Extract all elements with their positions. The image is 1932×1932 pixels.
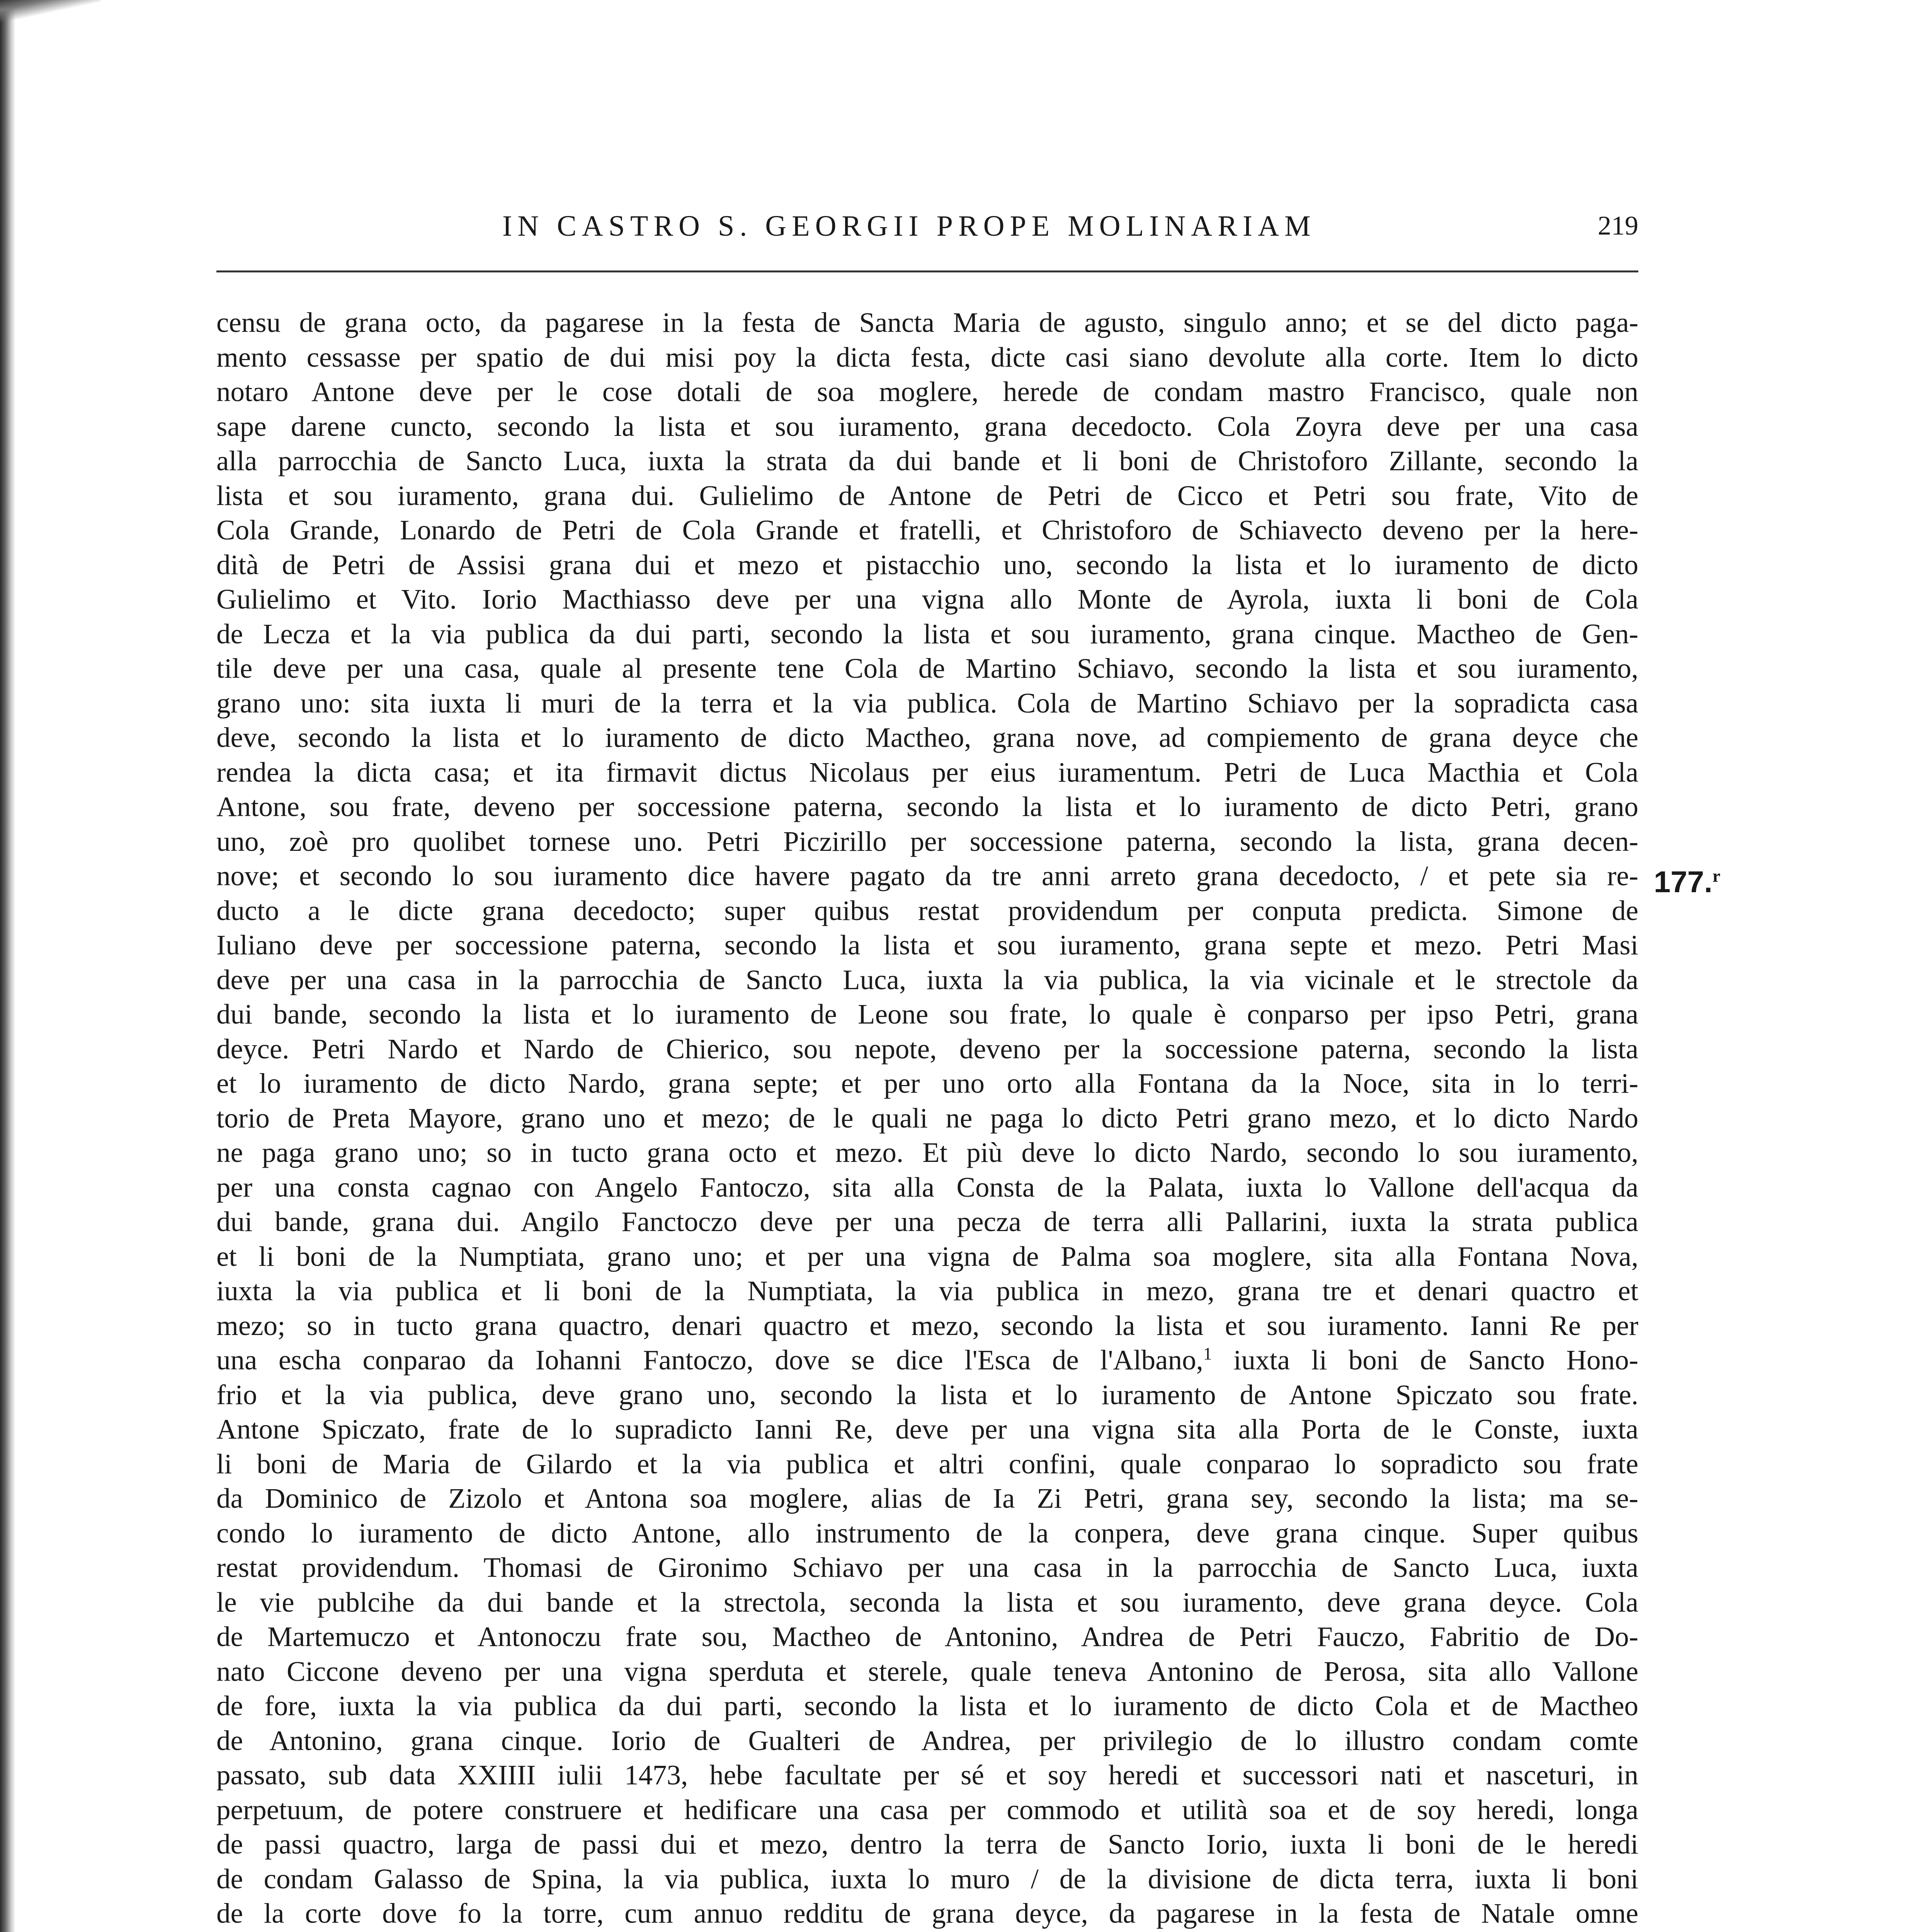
text-line: sape darene cuncto, secondo la lista et sou iuramento, grana decedocto. Cola Zoyra deve per una casa: [216, 410, 1638, 442]
text-line: et li boni de la Numptiata, grano uno; et per una vigna de Palma soa moglere, sita alla Fontana Nova,: [216, 1240, 1638, 1272]
text-line: Antone, sou frate, deveno per soccessione paterna, secondo la lista et lo iuramento de dicto Petri, grano: [216, 791, 1638, 822]
text-line: Iuliano deve per soccessione paterna, secondo la lista et sou iuramento, grana septe et mezo. Petri Masi: [216, 929, 1638, 961]
text-line: [216, 1931, 1638, 1932]
body-text: [216, 305, 1638, 1932]
text-line: ducto a le dicte grana decedocto; super quibus restat providendum per conputa predicta. Simone de: [216, 895, 1638, 926]
text-line: Cola Grande, Lonardo de Petri de Cola Grande et fratelli, et Christoforo de Schiavecto deveno per la here-: [216, 514, 1638, 546]
text-line: passato, sub data XXIIII iulii 1473, hebe facultate per sé et soy heredi et successori nati et nasceturi, in: [216, 1759, 1638, 1791]
text-line: dui bande, grana dui. Angilo Fanctoczo deve per una pecza de terra alli Pallarini, iuxta la strata publica: [216, 1206, 1638, 1237]
text-line: nove; et secondo lo sou iuramento dice havere pagato da tre anni arreto grana decedocto, / et pete sia re-: [216, 860, 1638, 891]
running-head: [216, 205, 1638, 247]
text-line: alla parrocchia de Sancto Luca, iuxta la strata da dui bande et li boni de Christoforo Zillante, secondo la: [216, 445, 1638, 476]
text-line: lista et sou iuramento, grana dui. Gulielimo de Antone de Petri de Cicco et Petri sou frate, Vito de: [216, 480, 1638, 511]
text-line: frio et la via publica, deve grano uno, secondo la lista et lo iuramento de Antone Spiczato sou frate.: [216, 1379, 1638, 1410]
text-line: Gulielimo et Vito. Iorio Macthiasso deve per una vigna allo Monte de Ayrola, iuxta li boni de Cola: [216, 583, 1638, 615]
text-line: deve, secondo la lista et lo iuramento de dicto Mactheo, grana nove, ad compiemento de grana deyce che: [216, 722, 1638, 753]
text-line: le vie publcihe da dui bande et la strectola, seconda la lista et sou iuramento, deve grana deyce. Cola: [216, 1586, 1638, 1618]
binding-shadow: [0, 0, 15, 1932]
text-line: perpetuum, de potere construere et hedificare una casa per commodo et utilità soa et de soy heredi, longa: [216, 1794, 1638, 1825]
text-line: per una consta cagnao con Angelo Fantoczo, sita alla Consta de la Palata, iuxta lo Vallone dell'acqua da: [216, 1171, 1638, 1203]
running-title: IN CASTRO S. GEORGII PROPE MOLINARIAM: [502, 210, 1316, 242]
text-line: uno, zoè pro quolibet tornese uno. Petri Piczirillo per soccessione paterna, secondo la lista, grana decen-: [216, 825, 1638, 857]
text-line: Antone Spiczato, frate de lo supradicto Ianni Re, deve per una vigna sita alla Porta de le Conste, iuxta: [216, 1413, 1638, 1445]
text-line: condo lo iuramento de dicto Antone, allo instrumento de la conpera, deve grana cinque. Super quibus: [216, 1517, 1638, 1549]
text-line: rendea la dicta casa; et ita firmavit dictus Nicolaus per eius iuramentum. Petri de Luca Macthia et Cola: [216, 756, 1638, 788]
text-line: mento cessasse per spatio de dui misi poy la dicta festa, dicte casi siano devolute alla corte. Item lo dicto: [216, 341, 1638, 373]
text-line: deyce. Petri Nardo et Nardo de Chierico, sou nepote, deveno per la soccessione paterna, secondo la lista: [216, 1033, 1638, 1065]
text-line: deve per una casa in la parrocchia de Sancto Luca, iuxta la via publica, la via vicinale et le strectole da: [216, 964, 1638, 995]
text-line: de Antonino, grana cinque. Iorio de Gualteri de Andrea, per privilegio de lo illustro condam comte: [216, 1725, 1638, 1756]
text-line: de passi quactro, larga de passi dui et mezo, dentro la terra de Sancto Iorio, iuxta li boni de le heredi: [216, 1828, 1638, 1860]
text-line: notaro Antone deve per le cose dotali de soa moglere, herede de condam mastro Francisco, quale non: [216, 376, 1638, 407]
folio-side: r: [1712, 866, 1721, 886]
folio-number: 177.: [1654, 865, 1713, 899]
text-line: de condam Galasso de Spina, la via publica, iuxta lo muro / de la divisione de dicta terra, iuxta li boni: [216, 1863, 1638, 1895]
text-line: de fore, iuxta la via publica da dui parti, secondo la lista et lo iuramento de dicto Cola et de Mactheo: [216, 1690, 1638, 1721]
text-segment: una escha conparao da Iohanni Fantoczo, dove se dice l'Esca de l'Albano,: [216, 1344, 1203, 1376]
margin-folio-177r: [1654, 859, 1932, 900]
page-number: 219: [1598, 211, 1638, 241]
text-segment: iuxta li boni de Sancto Hono-: [1212, 1344, 1638, 1376]
text-line: dità de Petri de Assisi grana dui et mezo et pistacchio uno, secondo la lista et lo iuramento de dicto: [216, 549, 1638, 580]
page-corner-shadow: [0, 0, 100, 35]
text-line: nato Ciccone deveno per una vigna sperduta et sterele, quale teneva Antonino de Perosa, sita allo Vallone: [216, 1655, 1638, 1687]
text-line: de Lecza et la via publica da dui parti, secondo la lista et sou iuramento, grana cinque. Mactheo de Gen-: [216, 618, 1638, 650]
text-line: ne paga grano uno; so in tucto grana octo et mezo. Et più deve lo dicto Nardo, secondo lo sou iuramento,: [216, 1137, 1638, 1168]
text-line: dui bande, secondo la lista et lo iuramento de Leone sou frate, lo quale è conparso per ipso Petri, grana: [216, 998, 1638, 1030]
text-line: censu de grana octo, da pagarese in la festa de Sancta Maria de agusto, singulo anno; et se del dicto paga-: [216, 307, 1638, 338]
text-line: et lo iuramento de dicto Nardo, grana septe; et per uno orto alla Fontana da la Noce, sita in lo terri-: [216, 1068, 1638, 1099]
text-line: [216, 1343, 1638, 1378]
text-line: torio de Preta Mayore, grano uno et mezo; de le quali ne paga lo dicto Petri grano mezo, et lo dicto Nardo: [216, 1102, 1638, 1134]
text-line: li boni de Maria de Gilardo et la via publica et altri confini, quale conparao lo sopradicto sou frate: [216, 1448, 1638, 1480]
text-line: da Dominico de Zizolo et Antona soa moglere, alias de Ia Zi Petri, grana sey, secondo la lista; ma se-: [216, 1483, 1638, 1514]
text-line: tile deve per una casa, quale al presente tene Cola de Martino Schiavo, secondo la lista et sou iuramento,: [216, 653, 1638, 684]
text-line: iuxta la via publica et li boni de la Numptiata, la via publica in mezo, grana tre et denari quactro et: [216, 1275, 1638, 1306]
text-line: restat providendum. Thomasi de Gironimo Schiavo per una casa in la parrocchia de Sancto Luca, iuxta: [216, 1552, 1638, 1583]
footnote-reference: 1: [1203, 1344, 1212, 1364]
text-line: de la corte dove fo la torre, cum annuo redditu de grana deyce, da pagarese in la festa de Natale omne: [216, 1898, 1638, 1929]
text-line: grano uno: sita iuxta li muri de la terra et la via publica. Cola de Martino Schiavo per la sopradicta casa: [216, 687, 1638, 719]
header-rule: [216, 270, 1638, 272]
text-line: mezo; so in tucto grana quactro, denari quactro et mezo, secondo la lista et sou iuramento. Ianni Re per: [216, 1310, 1638, 1341]
text-line: de Martemuczo et Antonoczu frate sou, Mactheo de Antonino, Andrea de Petri Fauczo, Fabritio de Do-: [216, 1621, 1638, 1652]
